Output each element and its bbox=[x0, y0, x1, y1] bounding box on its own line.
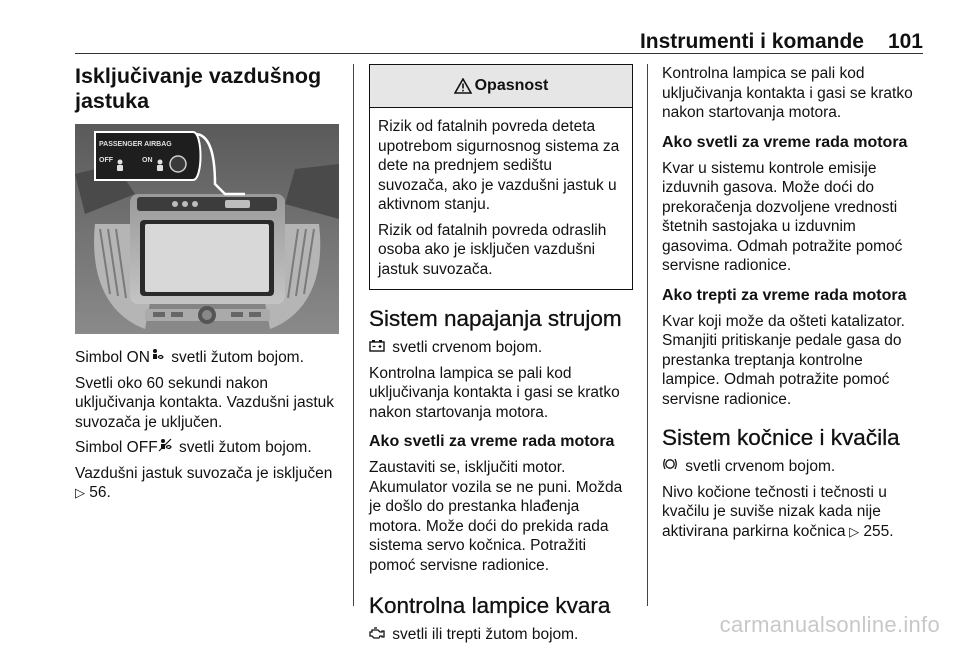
warning-title: Opasnost bbox=[474, 77, 549, 94]
warning-header bbox=[370, 65, 632, 108]
page-number: 101 bbox=[887, 30, 923, 53]
symbol-on-label: Simbol ON bbox=[75, 349, 150, 366]
section-heading-airbag-deactivation: Isključivanje vazdušnog jastuka bbox=[75, 64, 322, 113]
engine-light-text: svetli ili trepti žutom bojom. bbox=[388, 626, 579, 643]
paragraph-emission-fault: Kvar u sistemu kontrole emisije izduvnih gasova. Može doći do prekoračenja dozvoljene vrednosti štetnih sastojaka u izduvnim gasovima. Odmah potražite pomoć servisne radionice. bbox=[662, 159, 903, 274]
paragraph-malfunction-lamp: Kontrolna lampica se pali kod uključivanja kontakta i gasi se kratko nakon startovanja motora. bbox=[662, 65, 913, 121]
paragraph-symbol-on bbox=[75, 348, 343, 368]
paragraph-power-fault: Zaustaviti se, isključiti motor. Akumulator vozila se ne puni. Možda je došlo do prestanka hlađenja motora. Može doći do prekida rada sistema servo kočnica. Potražiti pomoć servisne radionice. bbox=[369, 459, 623, 574]
subheading-lit-while-running-2: Ako svetli za vreme rada motora bbox=[662, 133, 908, 151]
column-1 bbox=[75, 64, 343, 509]
airbag-off-icon bbox=[158, 438, 172, 452]
brake-fluid-text: Nivo kočione tečnosti i tečnosti u kvačilu je suviše nizak kada nije aktivirana parkirna kočnica bbox=[662, 483, 887, 540]
page-ref-arrow-icon: ▷ bbox=[75, 485, 85, 500]
battery-light-text: svetli crvenom bojom. bbox=[388, 339, 543, 356]
page-ref-255[interactable]: 255. bbox=[859, 522, 894, 540]
dashboard-illustration bbox=[75, 124, 339, 334]
paragraph-battery-light bbox=[369, 338, 632, 358]
paragraph-brake-fluid bbox=[662, 483, 924, 542]
airbag-off-text: Vazdušni jastuk suvozača je isključen bbox=[75, 464, 333, 482]
engine-icon bbox=[369, 626, 385, 639]
paragraph-airbag-on: Svetli oko 60 sekundi nakon uključivanja kontakta. Vazdušni jastuk suvozača je uključen. bbox=[75, 374, 335, 431]
brake-light-text: svetli crvenom bojom. bbox=[681, 458, 836, 475]
paragraph-airbag-off bbox=[75, 464, 343, 503]
page-ref-56[interactable]: 56. bbox=[85, 484, 111, 501]
subheading-lit-while-running: Ako svetli za vreme rada motora bbox=[369, 433, 615, 450]
paragraph-symbol-off bbox=[75, 438, 343, 458]
photo-label-on: ON bbox=[142, 157, 153, 164]
paragraph-power-lamp: Kontrolna lampica se pali kod uključivanja kontakta i gasi se kratko nakon startovanja motora. bbox=[369, 364, 620, 421]
warning-body bbox=[370, 108, 632, 289]
photo-label-passenger-airbag: PASSENGER AIRBAG bbox=[99, 141, 172, 148]
watermark: carmanualsonline.info bbox=[719, 612, 940, 637]
subheading-flashing-while-running: Ako trepti za vreme rada motora bbox=[662, 286, 907, 304]
header-rule bbox=[75, 53, 923, 54]
header-title: Instrumenti i komande bbox=[639, 30, 864, 53]
section-heading-malfunction-lamp: Kontrolna lampice kvara bbox=[369, 593, 611, 618]
danger-warning-box bbox=[369, 64, 633, 290]
column-3 bbox=[662, 64, 924, 547]
column-divider-1 bbox=[353, 64, 354, 606]
section-heading-brake-clutch: Sistem kočnice i kvačila bbox=[662, 425, 900, 450]
paragraph-brake-light bbox=[662, 457, 924, 477]
battery-icon bbox=[369, 339, 385, 352]
photo-label-off: OFF bbox=[99, 157, 113, 164]
dashboard-photo bbox=[75, 124, 339, 334]
warning-paragraph-2: Rizik od fatalnih povreda odraslih osoba ako je isključen vazdušni jastuk suvozača. bbox=[378, 221, 607, 278]
warning-triangle-icon bbox=[454, 78, 472, 94]
symbol-on-text: svetli žutom bojom. bbox=[166, 349, 304, 366]
page-ref-arrow-icon-2: ▷ bbox=[845, 523, 860, 539]
brake-icon bbox=[662, 457, 678, 471]
warning-paragraph-1: Rizik od fatalnih povreda deteta upotrebom sigurnosnog sistema za dete na prednjem sedištu suvozača, ako je vazdušni jastuk u aktivnom stanju. bbox=[378, 118, 620, 213]
column-2 bbox=[369, 64, 632, 651]
airbag-on-icon bbox=[150, 348, 164, 362]
section-heading-power-supply: Sistem napajanja strujom bbox=[369, 306, 622, 331]
column-divider-2 bbox=[647, 64, 648, 606]
symbol-off-text: svetli žutom bojom. bbox=[174, 439, 312, 456]
symbol-off-label: Simbol OFF bbox=[75, 439, 158, 456]
paragraph-catalyst-fault: Kvar koji može da ošteti katalizator. Smanjiti pritiskanje pedale gasa do prestanka treptanja kontrolne lampice. Odmah potražite pomoć servisne radionice. bbox=[662, 312, 905, 408]
